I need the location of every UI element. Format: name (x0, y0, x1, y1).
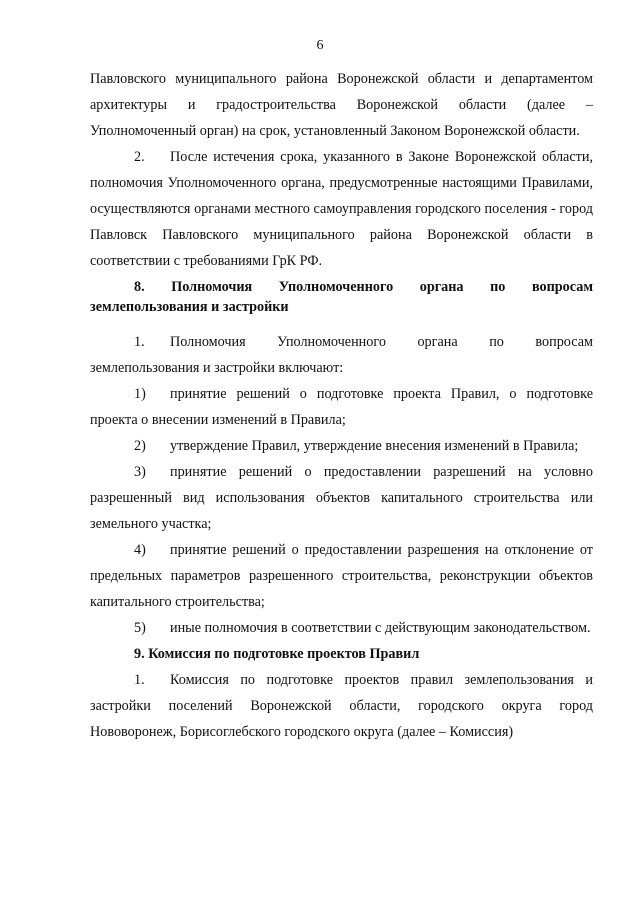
paragraph-2 (90, 144, 593, 274)
item-number: 1. (134, 672, 145, 688)
list-text: принятие решений о предоставлении разрешений на условно разрешенный вид использования объектов капитального строительства или земельного участка; (90, 464, 593, 532)
item-number: 1. (134, 334, 145, 350)
list-text: иные полномочия в соответствии с действующим законодательством. (170, 620, 591, 636)
paragraph-continuation: Павловского муниципального района Воронежской области и департаментом архитектуры и градостроительства Воронежской области (далее – Уполномоченный орган) на срок, установленный Законом Воронежской области. (90, 71, 593, 139)
list-marker: 5) (134, 620, 146, 636)
list-text: принятие решений о подготовке проекта Правил, о подготовке проекта о внесении изменений в Правила; (90, 386, 593, 428)
list-item-5 (90, 615, 593, 641)
item-text: Комиссия по подготовке проектов правил землепользования и застройки поселений Воронежской области, городского округа город Нововоронеж, Борисоглебского городского округа (далее – Комиссия) (90, 672, 593, 740)
list-text: утверждение Правил, утверждение внесения изменений в Правила; (170, 438, 579, 454)
list-item-4 (90, 537, 593, 615)
list-item-3 (90, 459, 593, 537)
list-marker: 1) (134, 386, 146, 402)
item-text: Полномочия Уполномоченного органа по вопросам землепользования и застройки включают: (90, 334, 593, 376)
list-text: принятие решений о предоставлении разрешения на отклонение от предельных параметров разрешенного строительства, реконструкции объектов капитального строительства; (90, 542, 593, 610)
section-8-heading: 8. Полномочия Уполномоченного органа по вопросам землепользования и застройки (90, 279, 593, 315)
list-marker: 3) (134, 464, 146, 480)
paragraph-text: После истечения срока, указанного в Законе Воронежской области, полномочия Уполномоченного органа, предусмотренные настоящими Правилами, осуществляются органами местного самоуправления городского поселения - город Павловск Павловского муниципального района Воронежской области в соответствии с требованиями ГрК РФ. (90, 149, 593, 269)
section-9-item-1 (90, 667, 593, 745)
document-body (90, 66, 593, 745)
section-8-item-1 (90, 329, 593, 381)
list-item-2 (90, 433, 593, 459)
section-9-heading: 9. Комиссия по подготовке проектов Правил (134, 646, 420, 662)
list-item-1 (90, 381, 593, 433)
paragraph-number: 2. (134, 149, 145, 165)
page-number: 6 (316, 38, 324, 53)
list-marker: 2) (134, 438, 146, 454)
list-marker: 4) (134, 542, 146, 558)
